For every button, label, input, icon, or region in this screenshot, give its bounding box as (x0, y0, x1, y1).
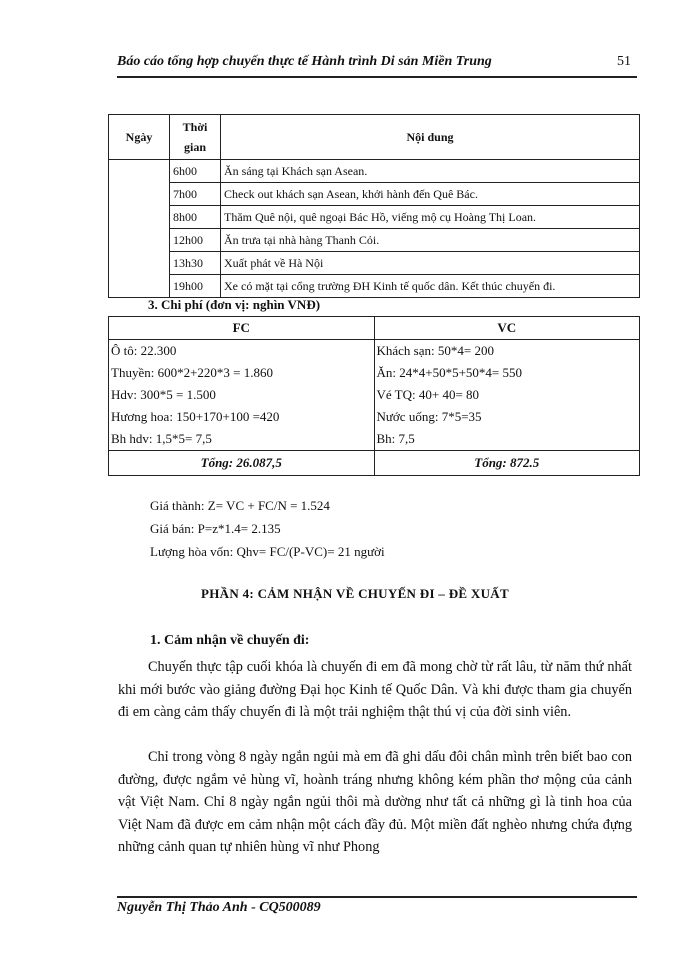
content-cell: Xe có mặt tại cổng trường ĐH Kinh tế quốc dân. Kết thúc chuyến đi. (221, 275, 640, 298)
day-header: Ngày (109, 115, 170, 160)
time-cell: 13h30 (170, 252, 221, 275)
time-header-line2: gian (183, 140, 206, 154)
time-cell: 19h00 (170, 275, 221, 298)
schedule-header-row (109, 115, 640, 160)
paragraph (118, 746, 632, 859)
vc-cell: Khách sạn: 50*4= 200 (374, 340, 640, 363)
content-cell: Xuất phát về Hà Nội (221, 252, 640, 275)
fc-cell: Hương hoa: 150+170+100 =420 (109, 406, 375, 428)
vc-cell: Bh: 7,5 (374, 428, 640, 451)
paragraph (118, 656, 632, 724)
break-even-formula: Lượng hòa vốn: Qhv= FC/(P-VC)= 21 người (150, 544, 385, 559)
part4-title-text: PHẦN 4: CẢM NHẬN VỀ CHUYẾN ĐI – ĐỀ XUẤT (201, 586, 509, 601)
header-title: Báo cáo tổng hợp chuyến thực tế Hành trình Di sản Miền Trung (117, 54, 492, 69)
paragraph-text: Chuyến thực tập cuối khóa là chuyến đi em đã mong chờ từ rất lâu, từ năm thứ nhất khi mới bước vào giảng đường Đại học Kinh tế Quốc Dân. Và khi được tham gia chuyến đi em càng cảm thấy chuyến đi là một trải nghiệm thật thú vị của đời sinh viên. (118, 659, 632, 720)
table-row (109, 275, 640, 298)
total-row (109, 451, 640, 476)
time-header (170, 115, 221, 160)
page-number: 51 (617, 54, 631, 69)
time-cell: 8h00 (170, 206, 221, 229)
content-cell: Ăn sáng tại Khách sạn Asean. (221, 160, 640, 183)
fc-cell: Hdv: 300*5 = 1.500 (109, 384, 375, 406)
table-row (109, 252, 640, 275)
table-row (109, 406, 640, 428)
vc-cell: Ăn: 24*4+50*5+50*4= 550 (374, 362, 640, 384)
page-header (117, 52, 637, 76)
time-cell: 6h00 (170, 160, 221, 183)
time-cell: 7h00 (170, 183, 221, 206)
table-row (109, 384, 640, 406)
table-row (109, 229, 640, 252)
header-rule (117, 76, 637, 78)
fc-cell: Thuyền: 600*2+220*3 = 1.860 (109, 362, 375, 384)
content-cell: Check out khách sạn Asean, khởi hành đến Quê Bác. (221, 183, 640, 206)
content-cell: Ăn trưa tại nhà hàng Thanh Cỏi. (221, 229, 640, 252)
table-row (109, 362, 640, 384)
content-cell: Thăm Quê nội, quê ngoại Bác Hồ, viếng mộ cụ Hoàng Thị Loan. (221, 206, 640, 229)
day-cell (109, 160, 170, 298)
fc-cell: Ô tô: 22.300 (109, 340, 375, 363)
footer-rule (117, 896, 637, 898)
table-row (109, 340, 640, 363)
time-cell: 12h00 (170, 229, 221, 252)
vc-cell: Nước uống: 7*5=35 (374, 406, 640, 428)
vc-cell: Vé TQ: 40+ 40= 80 (374, 384, 640, 406)
cost-price-formula: Giá thành: Z= VC + FC/N = 1.524 (150, 498, 330, 513)
table-row (109, 206, 640, 229)
schedule-table (108, 114, 640, 298)
table-row (109, 428, 640, 451)
fc-cell: Bh hdv: 1,5*5= 7,5 (109, 428, 375, 451)
fc-total: Tổng: 26.087,5 (109, 451, 375, 476)
content-header: Nội dung (221, 115, 640, 160)
cost-header-row (109, 317, 640, 340)
footer-author: Nguyễn Thị Thảo Anh - CQ500089 (117, 900, 321, 915)
vc-header: VC (374, 317, 640, 340)
vc-total: Tổng: 872.5 (374, 451, 640, 476)
fc-header: FC (109, 317, 375, 340)
cost-table (108, 316, 640, 476)
table-row (109, 160, 640, 183)
time-header-line1: Thời (182, 120, 208, 134)
table-row (109, 183, 640, 206)
paragraph-text: Chỉ trong vòng 8 ngày ngắn ngủi mà em đã ghi dấu đôi chân mình trên biết bao con đường, được ngắm vẻ hùng vĩ, hoành tráng nhưng không kém phần thơ mộng của cảnh vật Việt Nam. Chỉ 8 ngày ngắn ngủi thôi mà dường như tất cả những gì là tinh hoa của Việt Nam đã được em cảm nhận một cách đầy đủ. Một miền đất nghèo nhưng chứa đựng những cảnh quan tự nhiên hùng vĩ như Phong (118, 749, 632, 855)
part4-title (0, 586, 700, 602)
selling-price-formula: Giá bán: P=z*1.4= 2.135 (150, 521, 281, 536)
cost-section-title: 3. Chi phí (đơn vị: nghìn VNĐ) (148, 297, 321, 312)
section1-title: 1. Cảm nhận về chuyến đi: (150, 633, 310, 648)
